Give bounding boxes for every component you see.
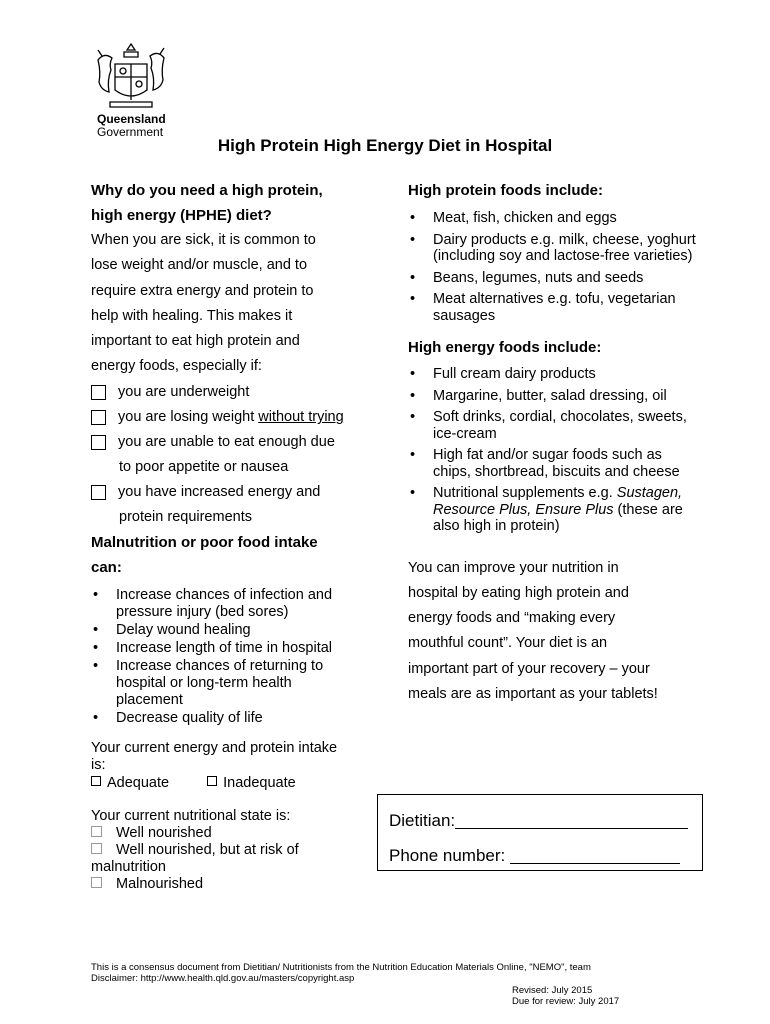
checkbox-square[interactable] bbox=[91, 877, 102, 888]
nutritional-state bbox=[91, 808, 376, 893]
phone-row bbox=[389, 846, 680, 866]
checkbox-square[interactable] bbox=[91, 435, 106, 450]
list-item: • Increase chances of returning to hospital or long-term health placement bbox=[91, 658, 361, 709]
footer-revised: Revised: July 2015 bbox=[512, 985, 593, 996]
checkbox-square[interactable] bbox=[91, 485, 106, 500]
checkbox-label-text: you are losing weight bbox=[118, 409, 259, 426]
list-item: • Beans, legumes, nuts and seeds bbox=[408, 270, 698, 287]
checkbox-label: you are underweight bbox=[118, 384, 250, 401]
intro-line: lose weight and/or muscle, and to bbox=[91, 257, 308, 274]
right-column bbox=[408, 178, 698, 707]
checkbox-square[interactable] bbox=[91, 826, 102, 837]
list-item: • Meat alternatives e.g. tofu, vegetarian sausages bbox=[408, 291, 698, 324]
checkbox-unable-to-eat[interactable] bbox=[91, 430, 376, 455]
state-option-at-risk-continued: malnutrition bbox=[91, 859, 166, 875]
checkbox-label: you have increased energy and bbox=[118, 484, 321, 501]
why-heading-line1: Why do you need a high protein, bbox=[91, 182, 323, 199]
list-item: • High fat and/or sugar foods such as chips, shortbread, biscuits and cheese bbox=[408, 447, 698, 480]
checkbox-increased-requirements[interactable] bbox=[91, 480, 376, 505]
malnutrition-heading-line1: Malnutrition or poor food intake bbox=[91, 533, 318, 551]
dietitian-contact-box bbox=[377, 794, 703, 871]
list-item: • Soft drinks, cordial, chocolates, sweets, ice-cream bbox=[408, 409, 698, 442]
list-item-supplements bbox=[408, 485, 698, 535]
org-subtitle: Government bbox=[97, 125, 164, 139]
supplement-text: Nutritional supplements e.g. bbox=[433, 485, 613, 501]
improve-line: mouthful count”. Your diet is an bbox=[408, 635, 608, 652]
option-label: Well nourished bbox=[116, 825, 212, 841]
improve-line: meals are as important as your tablets! bbox=[408, 685, 658, 702]
checkbox-label bbox=[118, 409, 344, 425]
left-column bbox=[91, 178, 376, 728]
page-title: High Protein High Energy Diet in Hospital bbox=[217, 136, 553, 155]
intro-line: require extra energy and protein to bbox=[91, 282, 314, 299]
checkbox-underweight[interactable] bbox=[91, 380, 376, 405]
protein-heading: High protein foods include: bbox=[408, 182, 603, 199]
intake-assessment bbox=[91, 740, 376, 791]
intake-option-adequate[interactable] bbox=[91, 775, 169, 791]
phone-label: Phone number: bbox=[389, 846, 506, 865]
malnutrition-list bbox=[91, 587, 361, 727]
footer-disclaimer: Disclaimer: http://www.health.qld.gov.au/masters/copyright.asp bbox=[91, 973, 355, 984]
org-name: Queensland bbox=[97, 112, 166, 126]
dietitian-write-line[interactable] bbox=[455, 812, 688, 829]
state-option-malnourished[interactable] bbox=[91, 876, 376, 893]
intake-option-inadequate[interactable] bbox=[207, 775, 296, 791]
checkbox-label-continued: to poor appetite or nausea bbox=[119, 458, 289, 475]
supplement-note: (these are also high in protein) bbox=[433, 501, 683, 534]
list-item: • Dairy products e.g. milk, cheese, yoghurt (including soy and lactose-free varieties) bbox=[408, 232, 698, 265]
list-item: • Increase chances of infection and pressure injury (bed sores) bbox=[91, 587, 361, 621]
improve-line: energy foods and “making every bbox=[408, 610, 616, 627]
list-item: • Increase length of time in hospital bbox=[91, 640, 361, 657]
option-label: Adequate bbox=[107, 775, 170, 791]
checkbox-losing-weight[interactable] bbox=[91, 405, 376, 430]
option-label: Inadequate bbox=[223, 775, 296, 791]
checkbox-square[interactable] bbox=[91, 776, 101, 786]
checkbox-label: you are unable to eat enough due bbox=[118, 434, 335, 451]
energy-list bbox=[408, 366, 698, 535]
footer-review: Due for review: July 2017 bbox=[512, 996, 620, 1007]
option-label: Well nourished, but at risk of bbox=[116, 842, 299, 858]
improve-paragraph bbox=[408, 556, 698, 708]
checkbox-label-continued: protein requirements bbox=[119, 508, 252, 525]
checkbox-square[interactable] bbox=[207, 776, 217, 786]
improve-line: hospital by eating high protein and bbox=[408, 584, 629, 601]
intro-line: help with healing. This makes it bbox=[91, 307, 293, 324]
checkbox-label-underlined: without trying bbox=[258, 409, 344, 426]
list-item: • Decrease quality of life bbox=[91, 710, 361, 727]
footer-consensus: This is a consensus document from Dietitian/ Nutritionists from the Nutrition Education Materials Online, "NEMO", team bbox=[91, 962, 591, 973]
improve-line: important part of your recovery – your bbox=[408, 660, 650, 677]
intake-options bbox=[91, 775, 376, 791]
intake-label-line1: Your current energy and protein intake bbox=[91, 740, 338, 756]
supplement-brands: Sustagen, Resource Plus, Ensure Plus bbox=[433, 485, 683, 518]
why-heading-line2: high energy (HPHE) diet? bbox=[91, 207, 272, 224]
intro-line: energy foods, especially if: bbox=[91, 358, 262, 375]
dietitian-label: Dietitian: bbox=[389, 811, 456, 830]
checkbox-square[interactable] bbox=[91, 843, 102, 854]
list-item: • Margarine, butter, salad dressing, oil bbox=[408, 388, 698, 405]
dietitian-row bbox=[389, 811, 688, 831]
state-label: Your current nutritional state is: bbox=[91, 808, 291, 824]
option-label: Malnourished bbox=[116, 876, 204, 892]
list-item: • Full cream dairy products bbox=[408, 366, 698, 383]
malnutrition-heading-line2: can: bbox=[91, 558, 122, 576]
checkbox-square[interactable] bbox=[91, 410, 106, 425]
list-item: • Meat, fish, chicken and eggs bbox=[408, 210, 698, 227]
state-option-at-risk[interactable] bbox=[91, 842, 376, 859]
state-option-well-nourished[interactable] bbox=[91, 825, 376, 842]
intro-line: When you are sick, it is common to bbox=[91, 232, 316, 248]
intake-label-line2: is: bbox=[91, 757, 106, 773]
list-item: • Delay wound healing bbox=[91, 622, 361, 639]
protein-list bbox=[408, 210, 698, 324]
improve-line: You can improve your nutrition in bbox=[408, 559, 619, 576]
intro-line: important to eat high protein and bbox=[91, 333, 300, 350]
checkbox-square[interactable] bbox=[91, 385, 106, 400]
energy-heading: High energy foods include: bbox=[408, 339, 602, 356]
phone-write-line[interactable] bbox=[510, 847, 680, 864]
